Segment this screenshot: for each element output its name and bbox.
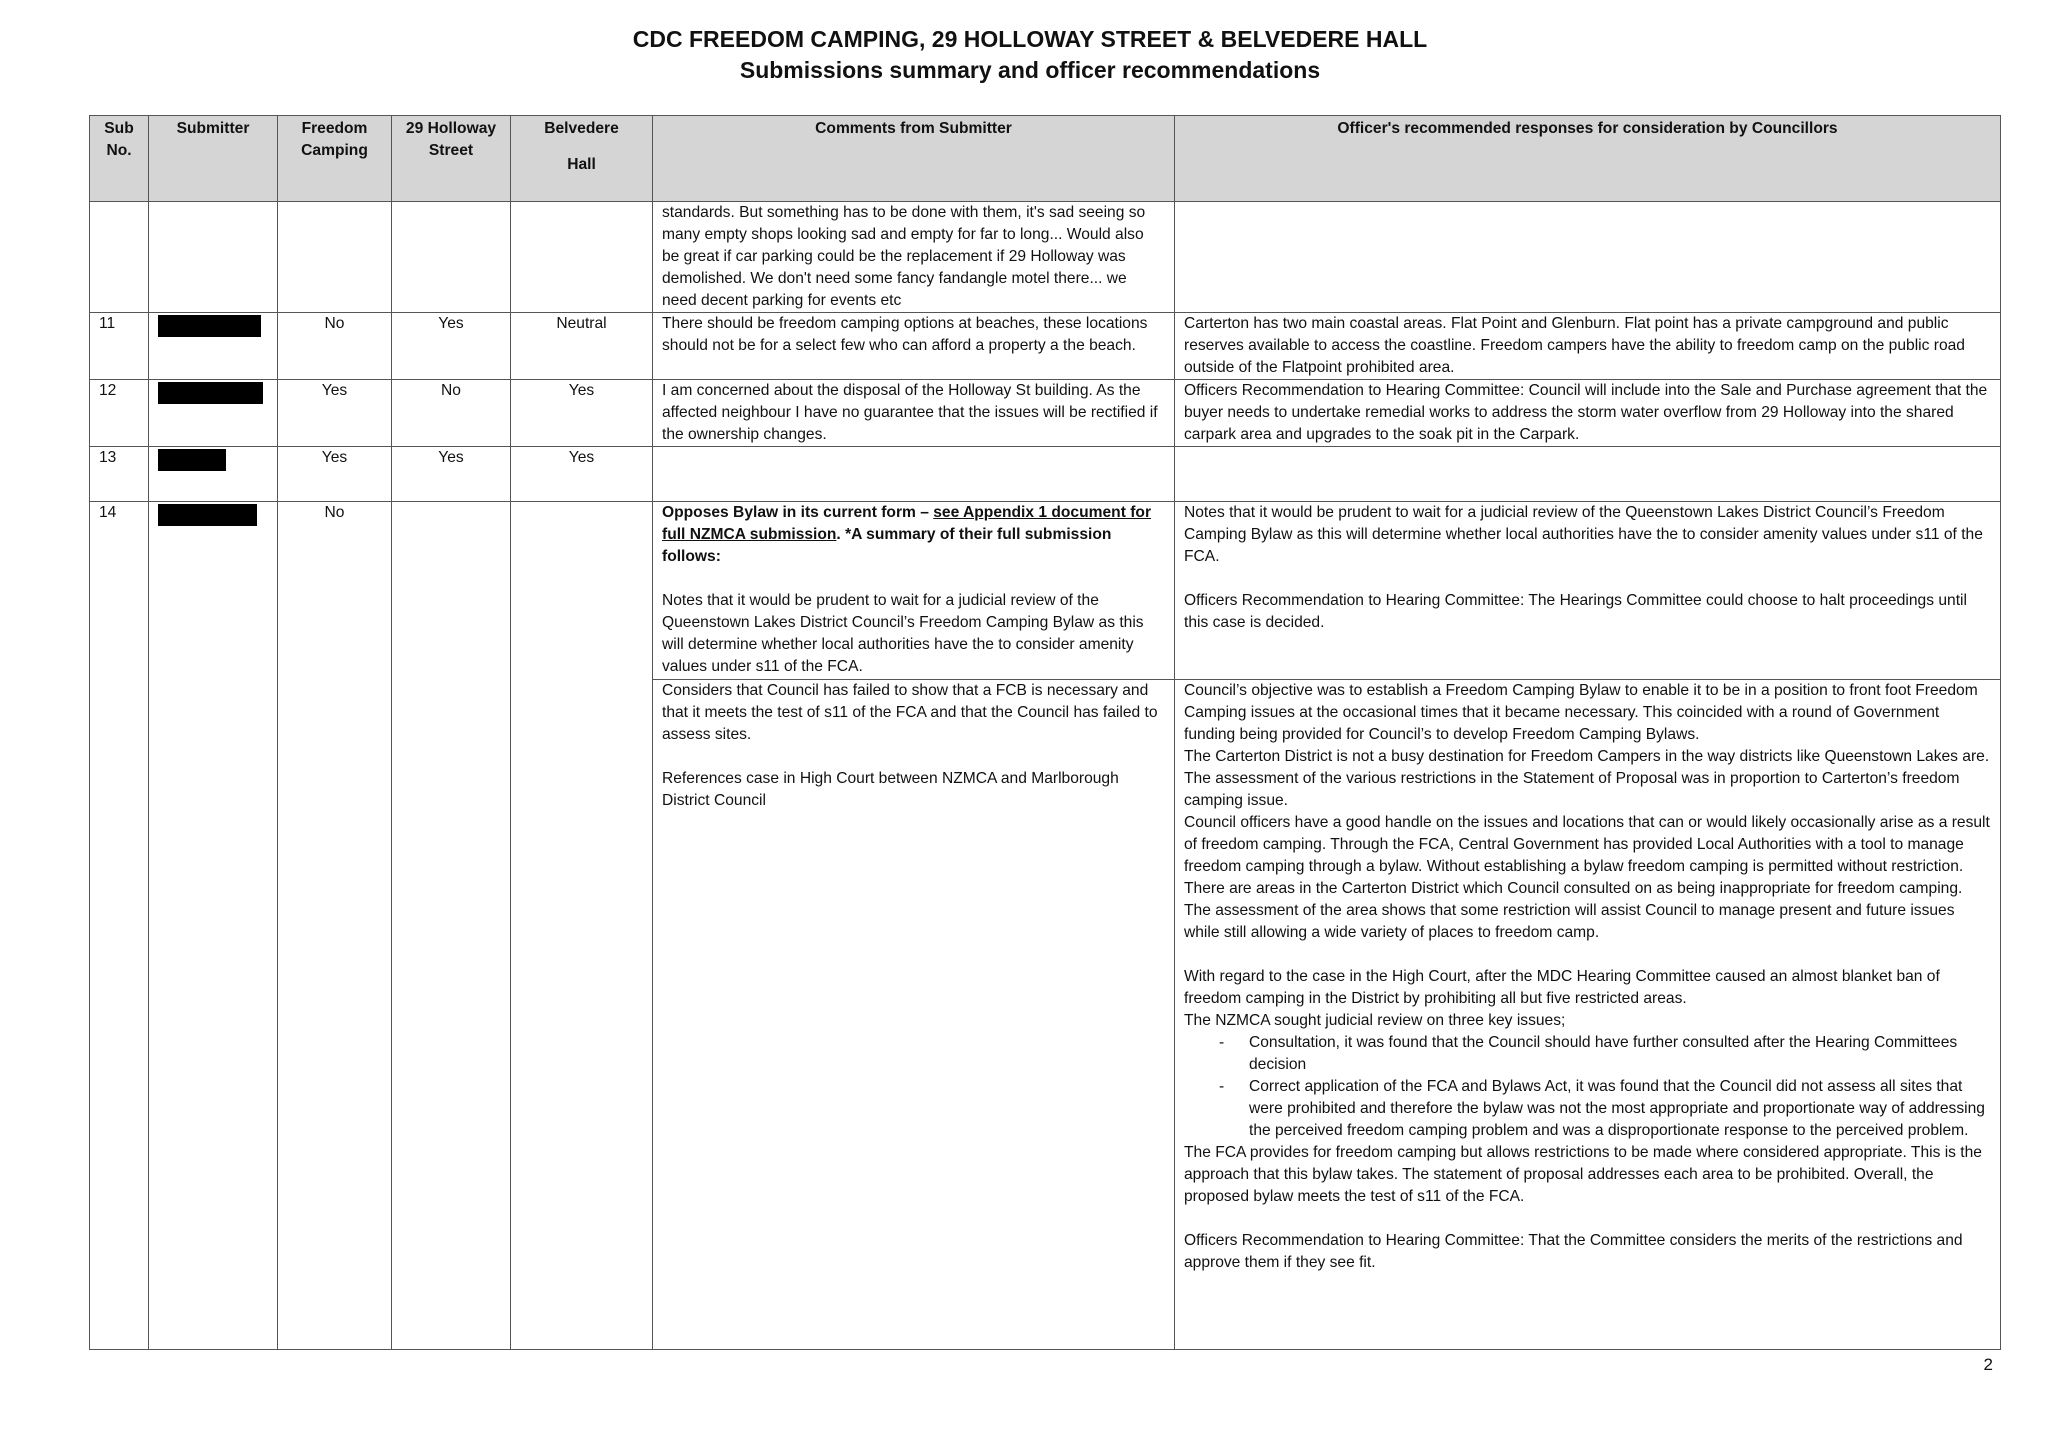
officer-response-cell: Council’s objective was to establish a Freedom Camping Bylaw to enable it to be in a position to front foot Freedom Camping issues at the occasional times that it became necessary. This coincided with a round of Government funding being provided for Council’s to develop Freedom Camping Bylaws. The Carterton District is not a busy destination for Freedom Campers in the way districts like Queenstown Lakes are. The assessment of the various restrictions in the Statement of Proposal was in proportion to Carterton’s freedom camping issue. Council officers have a good handle on the issues and locations that can or would likely occasionally arise as a result of freedom camping. Through the FCA, Central Government has provided Local Authorities with a tool to manage freedom camping through a bylaw. Without establishing a bylaw freedom camping is permitted without restriction. There are areas in the Carterton District which Council consulted on as being inappropriate for freedom camping. The assessment of the area shows that some restriction will assist Council to manage present and future issues while still allowing a wide variety of places to freedom camp. With regard to the case in the High Court, after the MDC Hearing Committee caused an almost blanket ban of freedom camping in the District by prohibiting all but five restricted areas. The NZMCA sought judicial review on three key issues; - Consultation, it was found that the Council should have further consulted after the Hearing Committees decision - Correct application of the FCA and Bylaws Act, it was found that the Council did not assess all sites that were prohibited and therefore the bylaw was not the most appropriate and proportionate way of addressing the perceived freedom camping problem and was a disproportionate response to the perceived problem. The FCA provides for freedom camping but allows restrictions to be made where considered appropriate. This is the approach that this bylaw takes. The statement of proposal addresses each area to be prohibited. Overall, the proposed bylaw meets the test of s11 of the FCA. Officers Recommendation to Hearing Committee: That the Committee considers the merits of the restrictions and approve them if they see fit. — [1175, 680, 2001, 1350]
submitter-cell — [149, 313, 278, 380]
title-line-1: CDC FREEDOM CAMPING, 29 HOLLOWAY STREET & BELVEDERE HALL — [632, 26, 1428, 52]
sub-number: 13 — [90, 447, 149, 502]
redaction-bar — [158, 449, 226, 471]
belvedere-cell: Yes — [511, 447, 653, 502]
belvedere-cell: Neutral — [511, 313, 653, 380]
freedom-camping-cell: No — [278, 313, 392, 380]
belvedere-cell: Yes — [511, 380, 653, 447]
header-officer-response: Officer's recommended responses for consideration by Councillors — [1175, 116, 2001, 202]
sub-number: 11 — [90, 313, 149, 380]
holloway-cell — [392, 502, 511, 1350]
sub-number: 14 — [90, 502, 149, 1350]
officer-response-cell: Notes that it would be prudent to wait for a judicial review of the Queenstown Lakes District Council’s Freedom Camping Bylaw as this will determine whether local authorities have the to consider amenity values under s11 of the FCA. Officers Recommendation to Hearing Committee: The Hearings Committee could choose to halt proceedings until this case is decided. — [1175, 502, 2001, 680]
table-row — [90, 202, 2001, 313]
header-29-holloway: 29 Holloway Street — [392, 116, 511, 202]
freedom-camping-cell: No — [278, 502, 392, 1350]
table-header-row — [90, 116, 2001, 202]
holloway-cell: Yes — [392, 313, 511, 380]
title-line-2: Submissions summary and officer recommendations — [739, 57, 1321, 83]
key-issues-list — [1184, 1032, 1991, 1142]
table-row — [90, 447, 2001, 502]
redaction-bar — [158, 315, 261, 337]
officer-response-cell: Officers Recommendation to Hearing Committee: Council will include into the Sale and Purchase agreement that the buyer needs to undertake remedial works to address the storm water overflow from 29 Holloway into the shared carpark area and upgrades to the soak pit in the Carpark. — [1175, 380, 2001, 447]
header-belvedere-hall: Belvedere Hall — [511, 116, 653, 202]
submitter-cell — [149, 380, 278, 447]
header-sub-no: Sub No. — [90, 116, 149, 202]
appendix-reference: see Appendix 1 document for full NZMCA submission — [662, 504, 1152, 543]
document-title — [0, 24, 2060, 86]
comment-summary: Opposes Bylaw in its current form – see Appendix 1 document for full NZMCA submission. *A summary of their full submission follows: — [662, 504, 1152, 565]
holloway-cell: Yes — [392, 447, 511, 502]
table-row — [90, 502, 2001, 680]
list-item: - Correct application of the FCA and Bylaws Act, it was found that the Council did not assess all sites that were prohibited and therefore the bylaw was not the most appropriate and proportionate way of addressing the perceived freedom camping problem and was a disproportionate response to the perceived problem. — [1219, 1076, 1991, 1142]
header-comments: Comments from Submitter — [653, 116, 1175, 202]
comment-cell: standards. But something has to be done with them, it's sad seeing so many empty shops looking sad and empty for far to long... Would also be great if car parking could be the replacement if 29 Holloway was demolished. We don't need some fancy fandangle motel there... we need decent parking for events etc — [653, 202, 1175, 313]
comment-cell: I am concerned about the disposal of the Holloway St building. As the affected neighbour I have no guarantee that the issues will be rectified if the ownership changes. — [653, 380, 1175, 447]
submitter-cell — [149, 447, 278, 502]
redaction-bar — [158, 504, 257, 526]
sub-number: 12 — [90, 380, 149, 447]
table-row — [90, 380, 2001, 447]
submissions-table — [89, 115, 2001, 1350]
comment-cell: Opposes Bylaw in its current form – see Appendix 1 document for full NZMCA submission. *A summary of their full submission follows: Notes that it would be prudent to wait for a judicial review of the Queenstown Lakes District Council’s Freedom Camping Bylaw as this will determine whether local authorities have the to consider amenity values under s11 of the FCA. — [653, 502, 1175, 680]
header-freedom-camping: Freedom Camping — [278, 116, 392, 202]
officer-response-cell: Carterton has two main coastal areas. Flat Point and Glenburn. Flat point has a private campground and public reserves available to access the coastline. Freedom campers have the ability to freedom camp on the public road outside of the Flatpoint prohibited area. — [1175, 313, 2001, 380]
header-submitter: Submitter — [149, 116, 278, 202]
holloway-cell: No — [392, 380, 511, 447]
page-number: 2 — [1983, 1355, 1993, 1374]
comment-cell: Considers that Council has failed to show that a FCB is necessary and that it meets the test of s11 of the FCA and that the Council has failed to assess sites. References case in High Court between NZMCA and Marlborough District Council — [653, 680, 1175, 1350]
redaction-bar — [158, 382, 263, 404]
belvedere-cell — [511, 502, 653, 1350]
submitter-cell — [149, 502, 278, 1350]
list-item: - Consultation, it was found that the Council should have further consulted after the Hearing Committees decision — [1219, 1032, 1991, 1076]
freedom-camping-cell: Yes — [278, 447, 392, 502]
comment-cell: There should be freedom camping options at beaches, these locations should not be for a select few who can afford a property a the beach. — [653, 313, 1175, 380]
freedom-camping-cell: Yes — [278, 380, 392, 447]
table-row — [90, 313, 2001, 380]
